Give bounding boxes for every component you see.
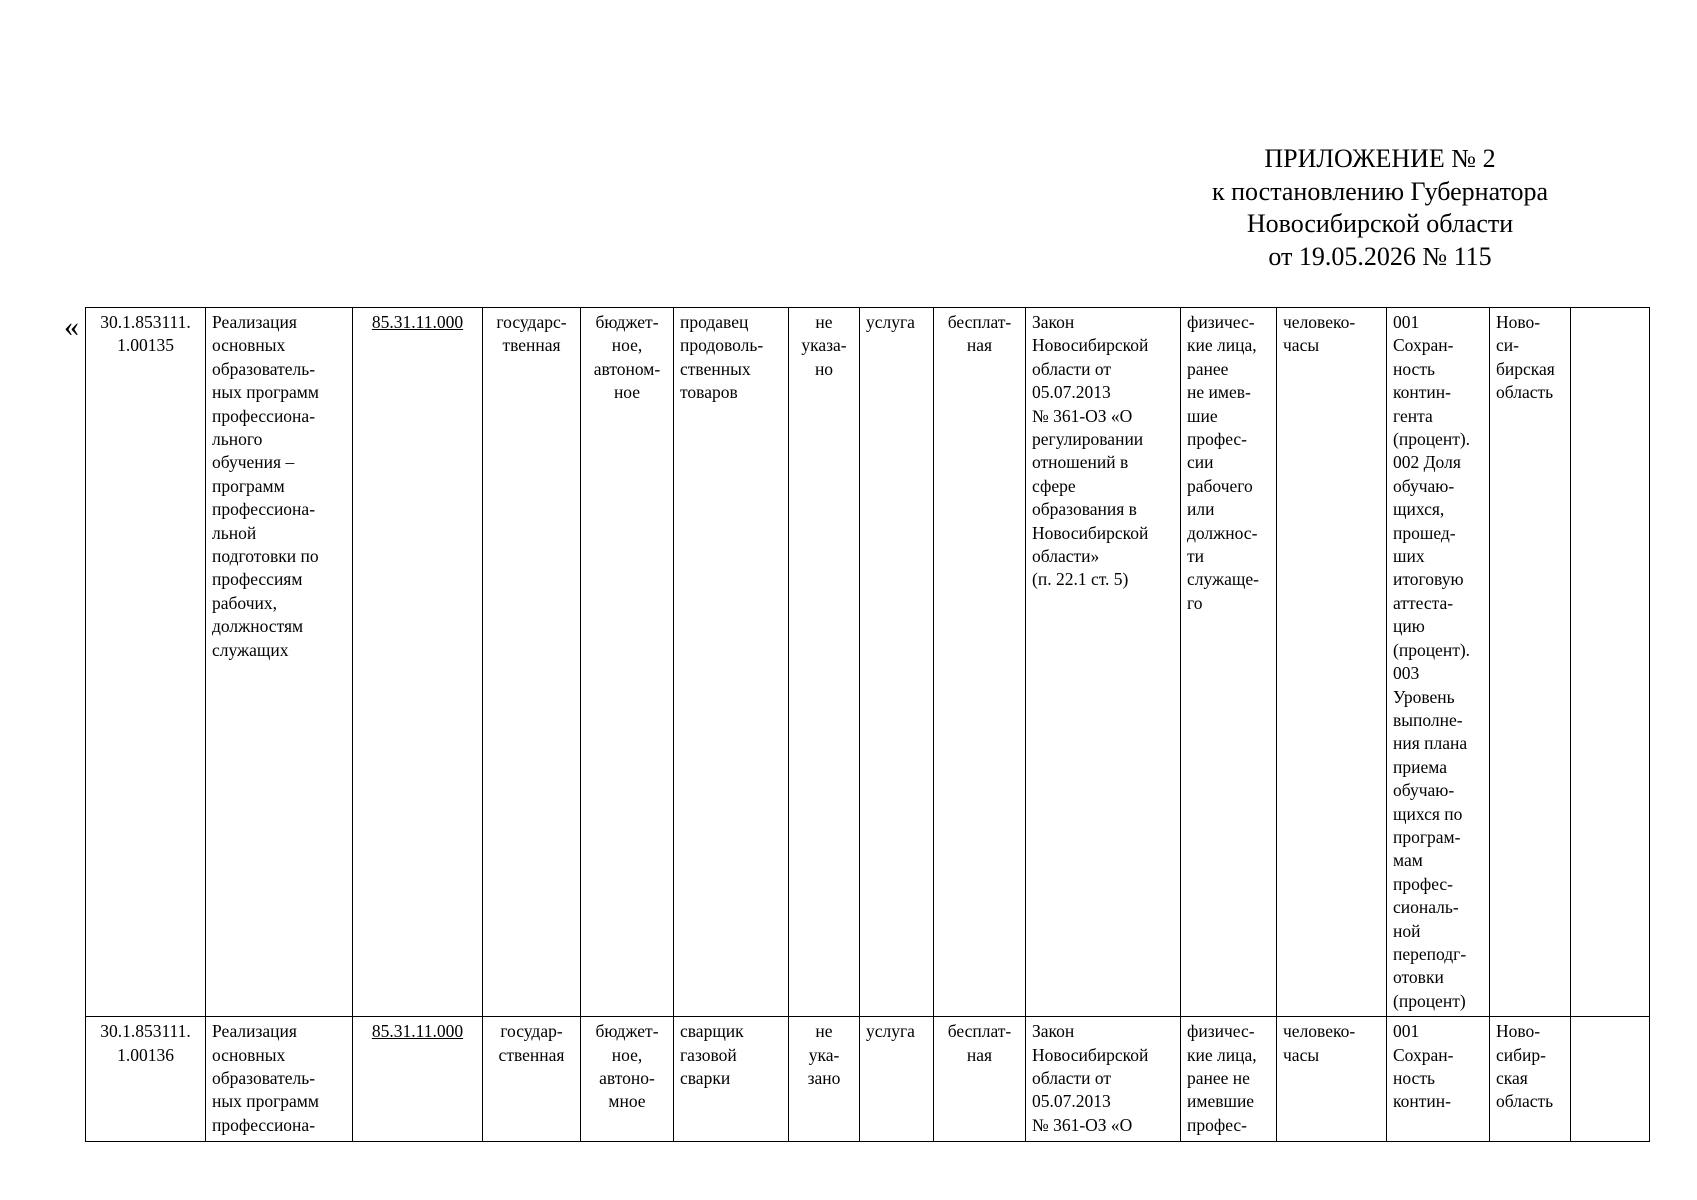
consumers-cell: физичес- кие лица, ранее не имев- шие профес- сии рабочего или должнос- ти служаще- го [1181, 308, 1277, 1017]
not-specified-cell: не указа- но [789, 308, 860, 1017]
not-specified-cell: не ука- зано [789, 1017, 860, 1142]
okved-code-link[interactable]: 85.31.11.000 [371, 312, 464, 332]
appendix-date-number: от 19.05.2026 № 115 [1268, 241, 1492, 271]
appendix-reference: к постановлению Губернатора [1211, 176, 1549, 206]
okved-code-cell [353, 1017, 483, 1142]
service-name-cell: Реализация основных образователь- ных программ профессиона- льного обучения – программ профессиона- льной подготовки по профессиям рабочих, должностям служащих [206, 308, 353, 1017]
okved-code-cell [353, 308, 483, 1017]
law-cell: Закон Новосибирской области от 05.07.2013 № 361-ОЗ «О [1026, 1017, 1181, 1142]
extra-cell [1571, 308, 1650, 1017]
table-row [86, 1017, 1650, 1142]
services-registry-table [85, 307, 1650, 1142]
appendix-title: ПРИЛОЖЕНИЕ № 2 [1264, 144, 1496, 173]
institution-type-cell: бюджет- ное, автоном- ное [581, 308, 674, 1017]
payment-cell: бесплат- ная [934, 308, 1026, 1017]
service-code-cell: 30.1.853111. 1.00135 [86, 308, 206, 1017]
service-name-cell: Реализация основных образователь- ных программ профессиона- [206, 1017, 353, 1142]
profession-cell: продавец продоволь- ственных товаров [674, 308, 789, 1017]
service-code-cell: 30.1.853111. 1.00136 [86, 1017, 206, 1142]
indicators-cell: 001 Сохран- ность контин- [1387, 1017, 1490, 1142]
kind-cell: услуга [860, 308, 934, 1017]
unit-cell: человеко- часы [1277, 308, 1387, 1017]
institution-type-cell: бюджет- ное, автоно- мное [581, 1017, 674, 1142]
indicators-cell: 001 Сохран- ность контин- гента (процент). 002 Доля обучаю- щихся, прошед- ших итоговую аттеста- цию (процент). 003 Уровень выполне- ния плана приема обучаю- щихся по програм- мам профес- сиональ- ной переподг- отовки (процент) [1387, 308, 1490, 1017]
unit-cell: человеко- часы [1277, 1017, 1387, 1142]
table-row [86, 308, 1650, 1017]
okved-code-link[interactable]: 85.31.11.000 [371, 1021, 464, 1042]
opening-quote-mark: « [64, 310, 79, 343]
appendix-region: Новосибирской области [1246, 209, 1514, 238]
ownership-cell: государс- твенная [483, 308, 581, 1017]
region-cell: Ново- си- бирская область [1490, 308, 1571, 1017]
extra-cell [1571, 1017, 1650, 1142]
ownership-cell: государ- ственная [483, 1017, 581, 1142]
payment-cell: бесплат- ная [934, 1017, 1026, 1142]
consumers-cell: физичес- кие лица, ранее не имевшие профес- [1181, 1017, 1277, 1142]
profession-cell: сварщик газовой сварки [674, 1017, 789, 1142]
appendix-header [1180, 143, 1580, 273]
kind-cell: услуга [860, 1017, 934, 1142]
region-cell: Ново- сибир- ская область [1490, 1017, 1571, 1142]
law-cell: Закон Новосибирской области от 05.07.2013 № 361-ОЗ «О регулировании отношений в сфере образования в Новосибирской области» (п. 22.1 ст. 5) [1026, 308, 1181, 1017]
